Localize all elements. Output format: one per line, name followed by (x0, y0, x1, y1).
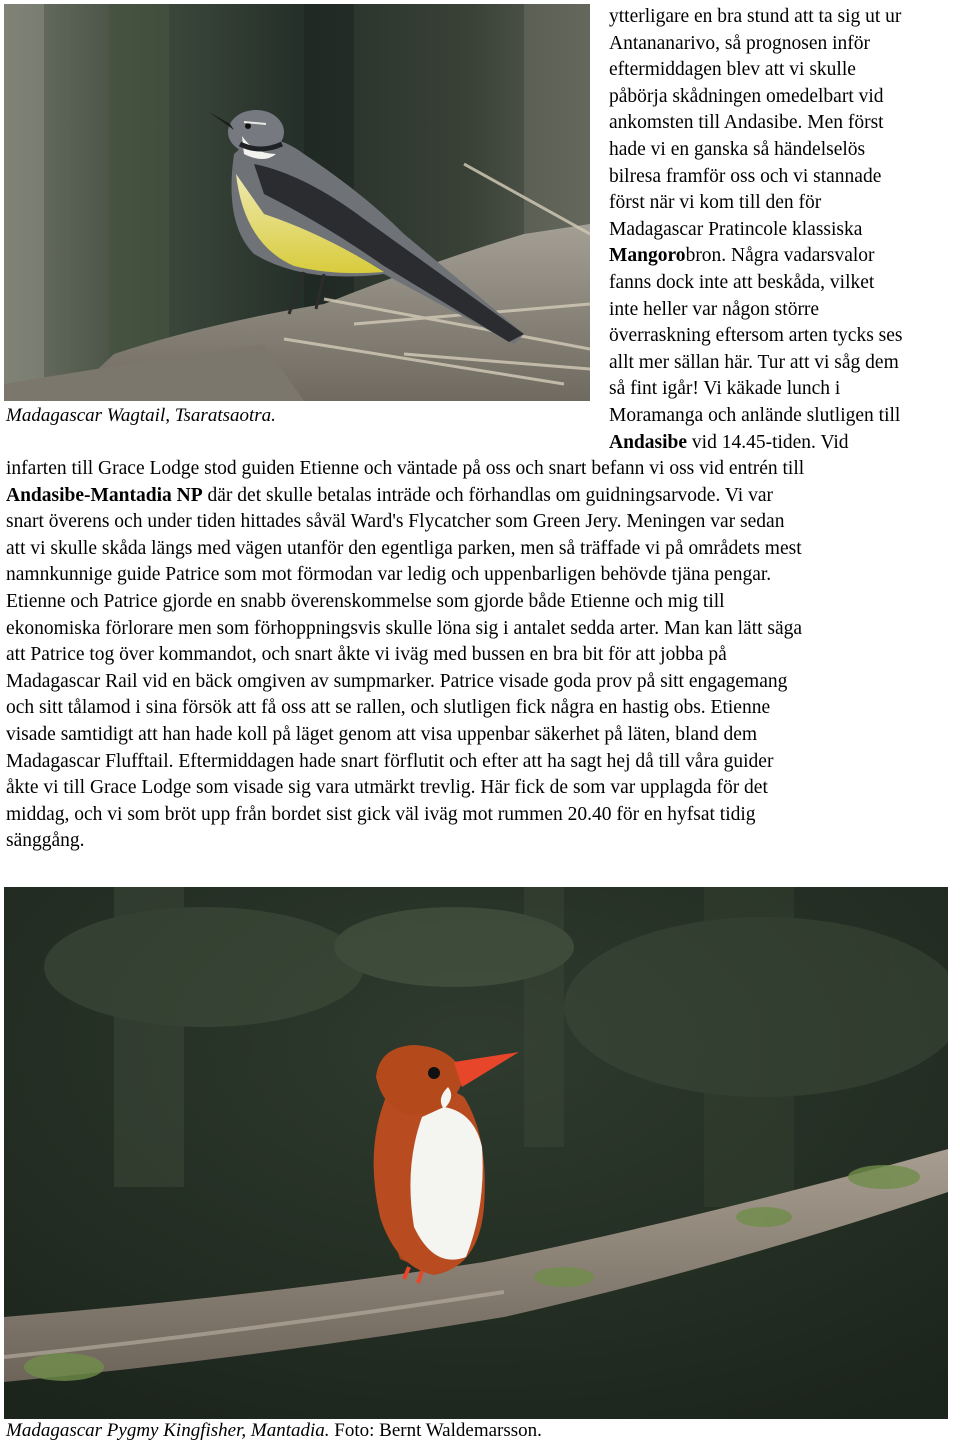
text-line (609, 376, 959, 403)
text-segment: ytterligare en bra stund att ta sig ut ur (609, 6, 902, 27)
text-line (6, 695, 956, 722)
text-segment: vid 14.45-tiden. Vid (687, 431, 849, 453)
photo-credit: Foto: Bernt Waldemarsson. (329, 1420, 542, 1441)
text-line (6, 616, 956, 643)
wagtail-image (4, 4, 590, 401)
text-segment: där det skulle betalas inträde och förhandlas om guidningsarvode. Vi var (202, 484, 773, 506)
text-segment: att Patrice tog över kommandot, och snart åkte vi iväg med bussen en bra bit för att jobba på (6, 644, 727, 666)
text-segment: namnkunnige guide Patrice som mot förmodan var ledig och uppenbarligen behövde tjäna pengar. (6, 564, 772, 586)
text-segment: bron. Några vadarsvalor (685, 245, 875, 267)
text-segment: Madagascar Pratincole klassiska (609, 218, 863, 240)
text-segment: bilresa framför oss och vi stannade (609, 165, 882, 187)
text-line (6, 722, 956, 749)
text-line (6, 642, 956, 669)
text-line (6, 775, 956, 802)
text-segment: Antananarivo, så prognosen inför (609, 32, 871, 54)
text-segment: snart överens och under tiden hittades såväl Ward's Flycatcher som Green Jery. Meningen var sedan (6, 511, 785, 533)
text-line (609, 243, 959, 270)
text-line (609, 84, 959, 111)
text-line (609, 430, 959, 457)
text-line (6, 589, 956, 616)
kingfisher-caption (6, 1419, 542, 1443)
text-segment: ankomsten till Andasibe. Men först (609, 112, 884, 134)
text-segment: allt mer sällan här. Tur att vi såg dem (609, 351, 899, 373)
text-segment: hade vi en ganska så händelselös (609, 138, 866, 160)
text-line (609, 350, 959, 377)
text-segment: middag, och vi som bröt upp från bordet sist gick väl iväg mot rummen 20.40 för en hyfsat tidig (6, 803, 756, 825)
column-text (609, 4, 959, 456)
text-line (6, 802, 956, 829)
text-segment: och sitt tålamod i sina försök att få oss att se rallen, och slutligen fick några en hastig obs. Etienne (6, 697, 771, 719)
text-segment: Madagascar Rail vid en bäck omgiven av sumpmarker. Patrice visade goda prov på sitt engagemang (6, 670, 788, 692)
text-segment: så fint igår! Vi käkade lunch i (609, 378, 841, 400)
text-segment: eftermiddagen blev att vi skulle (609, 59, 856, 81)
text-line (609, 323, 959, 350)
text-line (6, 828, 956, 855)
bold-place-name: Andasibe (609, 431, 688, 453)
wagtail-photo (4, 4, 590, 401)
text-segment: ekonomiska förlorare men som förhoppningsvis skulle löna sig i antalet sedda arter. Man kan lätt säga (6, 617, 803, 639)
text-line (609, 4, 959, 31)
text-line (6, 749, 956, 776)
text-line (609, 57, 959, 84)
text-line (609, 164, 959, 191)
text-line (6, 509, 956, 536)
text-segment: fanns dock inte att beskåda, vilket (609, 271, 875, 293)
bold-place-name: Andasibe-Mantadia NP (6, 484, 203, 506)
text-line (6, 483, 956, 510)
text-segment: Etienne och Patrice gjorde en snabb överenskommelse som gjorde både Etienne och mig till (6, 590, 725, 612)
text-segment: Moramanga och anlände slutligen till (609, 404, 901, 426)
text-segment: infarten till Grace Lodge stod guiden Etienne och väntade på oss och snart befann vi oss vid entrén till (6, 458, 805, 479)
kingfisher-caption-italic: Madagascar Pygmy Kingfisher, Mantadia. (6, 1420, 330, 1441)
text-line (609, 297, 959, 324)
text-segment: påbörja skådningen omedelbart vid (609, 85, 884, 107)
body-text (6, 456, 956, 855)
wagtail-caption (6, 404, 276, 428)
bold-place-name: Mangoro (609, 245, 686, 267)
text-line (609, 270, 959, 297)
text-line (6, 456, 956, 483)
text-segment: inte heller var någon större (609, 298, 820, 320)
text-line (609, 137, 959, 164)
text-line (609, 217, 959, 244)
text-line (6, 562, 956, 589)
text-line (609, 31, 959, 58)
text-line (6, 669, 956, 696)
wagtail-caption-text: Madagascar Wagtail, Tsaratsaotra. (6, 405, 276, 426)
text-segment: först när vi kom till den för (609, 192, 822, 214)
text-line (609, 190, 959, 217)
text-segment: att vi skulle skåda längs med vägen utanför den egentliga parken, men så träffade vi på områdets mest (6, 537, 802, 559)
text-segment: Madagascar Flufftail. Eftermiddagen hade snart förflutit och efter att ha sagt hej då till våra guider (6, 750, 774, 772)
text-segment: sänggång. (6, 830, 85, 852)
text-line (6, 536, 956, 563)
text-segment: åkte vi till Grace Lodge som visade sig vara utmärkt trevlig. Här fick de som var upplagda för det (6, 777, 768, 799)
text-segment: överraskning eftersom arten tycks ses (609, 325, 903, 347)
text-line (609, 110, 959, 137)
kingfisher-photo (4, 887, 948, 1419)
text-line (609, 403, 959, 430)
text-segment: visade samtidigt att han hade koll på läget genom att visa uppenbar säkerhet på läten, bland dem (6, 723, 758, 745)
kingfisher-image (4, 887, 948, 1419)
